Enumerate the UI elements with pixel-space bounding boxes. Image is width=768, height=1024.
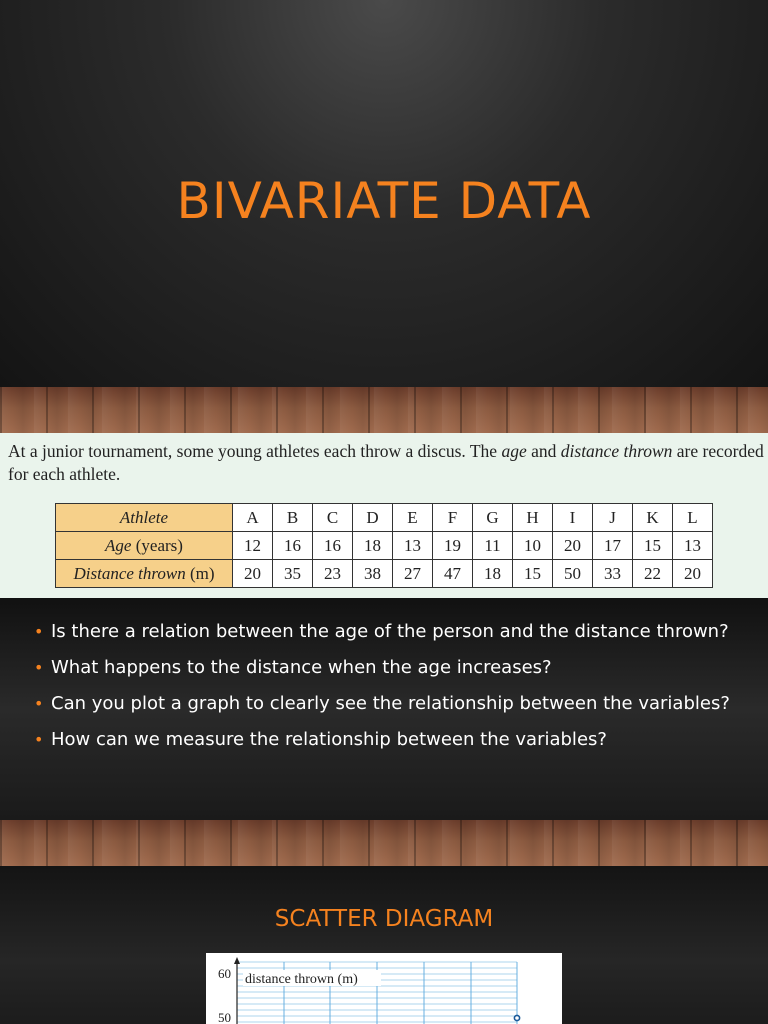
distance-cell: 18 bbox=[473, 560, 513, 588]
wood-floor-band bbox=[0, 820, 768, 866]
age-cell: 15 bbox=[633, 532, 673, 560]
athlete-cell: L bbox=[673, 504, 713, 532]
wood-floor-band bbox=[0, 387, 768, 433]
athlete-data-table bbox=[55, 503, 713, 588]
distance-cell: 20 bbox=[233, 560, 273, 588]
athlete-cell: G bbox=[473, 504, 513, 532]
scatter-chart bbox=[206, 953, 562, 1024]
distance-cell: 38 bbox=[353, 560, 393, 588]
bullet-icon: • bbox=[34, 658, 44, 677]
table-row bbox=[56, 560, 713, 588]
bullet-icon: • bbox=[34, 694, 44, 713]
age-cell: 16 bbox=[273, 532, 313, 560]
y-axis-arrow-icon bbox=[234, 957, 240, 964]
age-cell: 18 bbox=[353, 532, 393, 560]
list-item: • What happens to the distance when the age increases? bbox=[34, 654, 734, 682]
age-cell: 17 bbox=[593, 532, 633, 560]
distance-cell: 50 bbox=[553, 560, 593, 588]
list-item: • Is there a relation between the age of the person and the distance thrown? bbox=[34, 618, 734, 646]
distance-cell: 20 bbox=[673, 560, 713, 588]
distance-cell: 15 bbox=[513, 560, 553, 588]
age-cell: 20 bbox=[553, 532, 593, 560]
title-slide bbox=[0, 0, 768, 387]
problem-panel bbox=[0, 433, 768, 598]
table-row bbox=[56, 532, 713, 560]
athlete-cell: I bbox=[553, 504, 593, 532]
athlete-cell: F bbox=[433, 504, 473, 532]
age-cell: 10 bbox=[513, 532, 553, 560]
bullet-icon: • bbox=[34, 730, 44, 749]
scatter-subtitle: SCATTER DIAGRAM bbox=[274, 906, 494, 932]
distance-cell: 47 bbox=[433, 560, 473, 588]
athlete-cell: J bbox=[593, 504, 633, 532]
question-list bbox=[34, 618, 734, 762]
row-header-distance: Distance thrown (m) bbox=[56, 560, 233, 588]
y-tick-label-50: 50 bbox=[218, 1010, 231, 1024]
distance-cell: 35 bbox=[273, 560, 313, 588]
athlete-cell: H bbox=[513, 504, 553, 532]
questions-slide bbox=[0, 598, 768, 820]
age-cell: 16 bbox=[313, 532, 353, 560]
athlete-cell: E bbox=[393, 504, 433, 532]
athlete-cell: A bbox=[233, 504, 273, 532]
age-cell: 13 bbox=[393, 532, 433, 560]
distance-cell: 27 bbox=[393, 560, 433, 588]
slide-title: BIVARIATE DATA bbox=[176, 172, 592, 230]
age-cell: 11 bbox=[473, 532, 513, 560]
athlete-cell: K bbox=[633, 504, 673, 532]
row-header-athlete: Athlete bbox=[56, 504, 233, 532]
distance-cell: 33 bbox=[593, 560, 633, 588]
distance-cell: 23 bbox=[313, 560, 353, 588]
athlete-cell: C bbox=[313, 504, 353, 532]
list-item: • How can we measure the relationship between the variables? bbox=[34, 726, 734, 754]
bullet-icon: • bbox=[34, 622, 44, 641]
scatter-slide bbox=[0, 866, 768, 1024]
table-row bbox=[56, 504, 713, 532]
y-axis-label: distance thrown (m) bbox=[245, 972, 358, 987]
y-tick-label-60: 60 bbox=[218, 966, 231, 981]
problem-statement: At a junior tournament, some young athletes each throw a discus. The age and distance thrown are recorded for each athlete. bbox=[8, 441, 764, 484]
athlete-cell: B bbox=[273, 504, 313, 532]
age-cell: 13 bbox=[673, 532, 713, 560]
data-point bbox=[514, 1015, 519, 1020]
list-item: • Can you plot a graph to clearly see the relationship between the variables? bbox=[34, 690, 734, 718]
scatter-chart-svg bbox=[206, 953, 562, 1024]
age-cell: 12 bbox=[233, 532, 273, 560]
age-cell: 19 bbox=[433, 532, 473, 560]
row-header-age: Age (years) bbox=[56, 532, 233, 560]
distance-cell: 22 bbox=[633, 560, 673, 588]
athlete-cell: D bbox=[353, 504, 393, 532]
